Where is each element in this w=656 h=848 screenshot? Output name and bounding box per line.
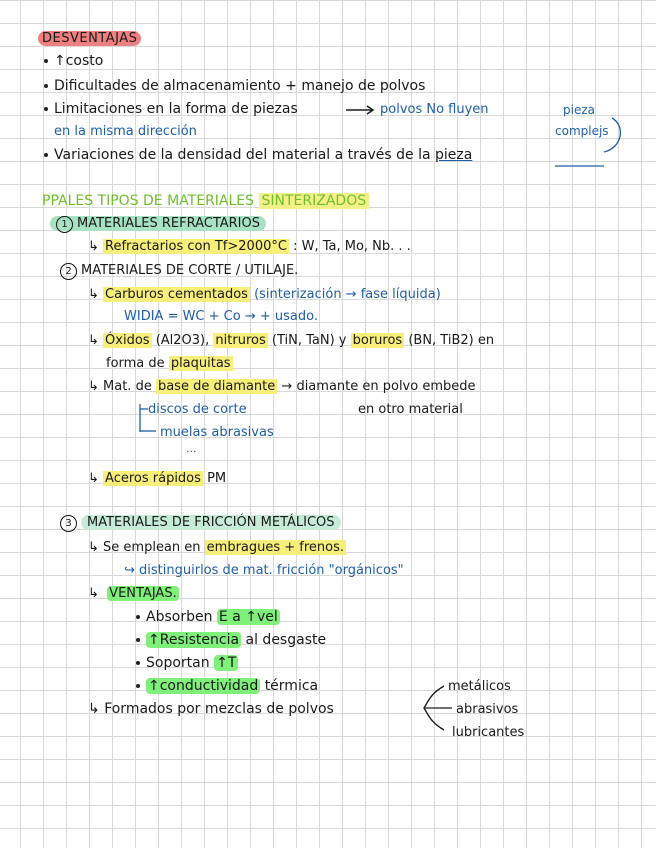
oxidos-line: ↳ Óxidos (Al2O3), nitruros (TiN, TaN) y boruros (BN, TiB2) en (88, 333, 495, 348)
polvos-note-2: en la misma dirección (54, 124, 197, 139)
distinguir-line: ↪ distinguirlos de mat. fricción "orgánicos" (124, 563, 404, 578)
formados-line: ↳ Formados por mezclas de polvos (88, 701, 334, 717)
lubricantes-label: lubricantes (452, 725, 525, 740)
dots: ... (186, 442, 197, 455)
section-1-title: 1 MATERIALES REFRACTARIOS (50, 215, 266, 233)
desventajas-title: DESVENTAJAS (38, 30, 141, 48)
ventaja-3: Soportan ↑T (136, 654, 238, 672)
carburos-line: ↳ Carburos cementados (sinterización → fase líquida) (88, 287, 441, 302)
pieza-compleja-label: complejs (555, 124, 609, 138)
metalicos-label: metálicos (448, 679, 511, 694)
section-3-title: 3 MATERIALES DE FRICCIÓN METÁLICOS (60, 514, 341, 532)
refractarios-line: ↳ Refractarios con Tf>2000°C : W, Ta, Mo, Nb. . . (88, 239, 411, 254)
tipos-title: PPALES TIPOS DE MATERIALES SINTERIZADOS (42, 192, 369, 210)
ventajas-line: ↳ VENTAJAS. (88, 586, 177, 601)
list-item: Variaciones de la densidad del material a través de la pieza (44, 146, 472, 164)
curve-arrow (604, 118, 620, 152)
discos-line: discos de corte (148, 402, 247, 417)
list-item: Dificultades de almacenamiento + manejo de polvos (44, 77, 425, 95)
emplean-line: ↳ Se emplean en embragues + frenos. (88, 540, 345, 555)
forma-line: forma de plaquitas (106, 356, 231, 371)
otro-material: en otro material (358, 402, 463, 417)
ventaja-1: Absorben E a ↑vel (136, 608, 280, 626)
ventaja-4: ↑conductividad térmica (136, 677, 318, 695)
diamante-line: ↳ Mat. de base de diamante → diamante en polvo embede (88, 379, 476, 394)
abrasivos-label: abrasivos (456, 702, 519, 717)
pieza-label: pieza (563, 103, 595, 117)
aceros-line: ↳ Aceros rápidos PM (88, 471, 227, 486)
muelas-line: muelas abrasivas (160, 425, 274, 440)
widia-line: WIDIA = WC + Co → + usado. (124, 309, 318, 324)
section-2-title: 2 MATERIALES DE CORTE / UTILAJE. (60, 262, 298, 280)
list-item: ↑costo (44, 52, 103, 70)
ventaja-2: ↑Resistencia al desgaste (136, 631, 326, 649)
polvos-note: polvos No fluyen (380, 102, 489, 117)
list-item: Limitaciones en la forma de piezas (44, 100, 298, 118)
